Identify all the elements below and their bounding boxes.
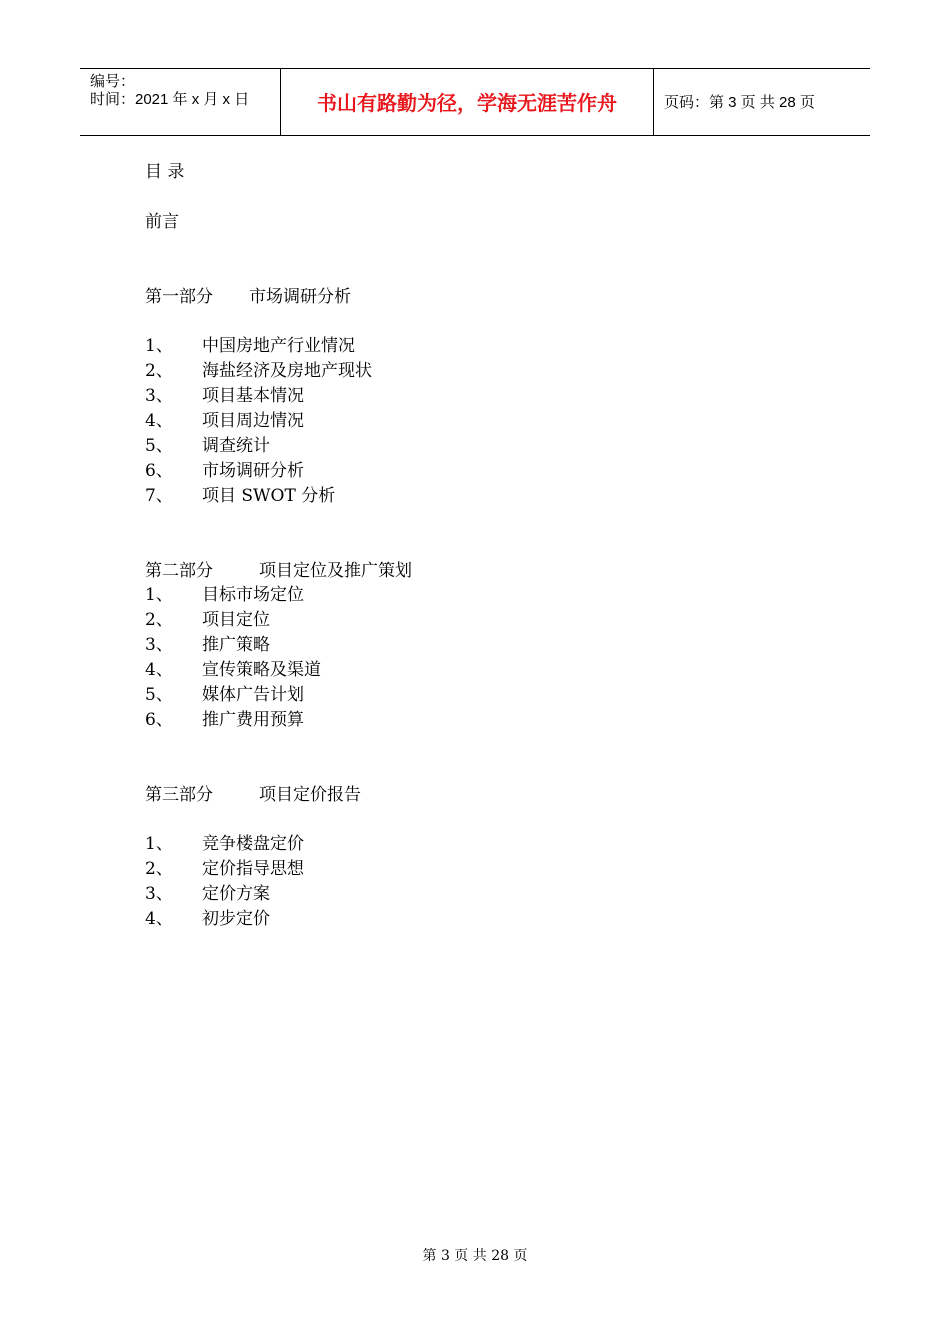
- item-text: 初步定价: [202, 909, 270, 929]
- item-text: 媒体广告计划: [202, 685, 304, 705]
- item-number: 7、: [145, 486, 173, 506]
- item-number: 4、: [145, 660, 173, 680]
- section-label: 第一部分: [145, 287, 213, 307]
- section-name: 项目定价报告: [259, 785, 361, 805]
- section-1-title: [145, 286, 351, 308]
- section-name: 市场调研分析: [249, 287, 351, 307]
- page-header: [80, 68, 870, 136]
- item-number: 2、: [145, 610, 173, 630]
- header-motto-cell: [281, 69, 654, 135]
- section-label: 第二部分: [145, 561, 213, 581]
- section-name: 项目定位及推广策划: [259, 561, 412, 581]
- item-number: 5、: [145, 685, 173, 705]
- item-number: 4、: [145, 909, 173, 929]
- section-2-title: [145, 560, 412, 582]
- header-meta-cell: [80, 69, 281, 135]
- toc-title: 目 录: [145, 162, 185, 182]
- item-text: 中国房地产行业情况: [202, 336, 355, 356]
- item-text: 竞争楼盘定价: [202, 834, 304, 854]
- item-text: 推广费用预算: [202, 710, 304, 730]
- toc-preface: 前言: [145, 212, 179, 232]
- item-number: 3、: [145, 386, 173, 406]
- item-text: 调查统计: [202, 436, 270, 456]
- item-text: 定价指导思想: [202, 859, 304, 879]
- item-text: 项目 SWOT 分析: [202, 486, 336, 506]
- item-number: 1、: [145, 336, 173, 356]
- section-label: 第三部分: [145, 785, 213, 805]
- item-text: 项目基本情况: [202, 386, 304, 406]
- item-text: 项目周边情况: [202, 411, 304, 431]
- item-number: 5、: [145, 436, 173, 456]
- item-text: 推广策略: [202, 635, 270, 655]
- item-text: 宣传策略及渠道: [202, 660, 321, 680]
- header-page-info: 页码：第 3 页 共 28 页: [664, 94, 815, 111]
- item-text: 海盐经济及房地产现状: [202, 361, 372, 381]
- item-text: 项目定位: [202, 610, 270, 630]
- item-number: 4、: [145, 411, 173, 431]
- item-number: 2、: [145, 859, 173, 879]
- page-footer: 第 3 页 共 28 页: [422, 1248, 528, 1264]
- date-line: 时间：2021 年 x 月 x 日: [90, 91, 250, 108]
- item-number: 2、: [145, 361, 173, 381]
- item-number: 3、: [145, 884, 173, 904]
- item-number: 6、: [145, 710, 173, 730]
- item-number: 6、: [145, 461, 173, 481]
- item-number: 1、: [145, 834, 173, 854]
- motto-text: 书山有路勤为径，学海无涯苦作舟: [317, 91, 617, 115]
- header-page-cell: [654, 69, 870, 135]
- item-text: 目标市场定位: [202, 585, 304, 605]
- serial-number-label: 编号：: [90, 73, 136, 90]
- item-text: 定价方案: [202, 884, 270, 904]
- section-3-title: [145, 784, 361, 806]
- item-text: 市场调研分析: [202, 461, 304, 481]
- item-number: 1、: [145, 585, 173, 605]
- item-number: 3、: [145, 635, 173, 655]
